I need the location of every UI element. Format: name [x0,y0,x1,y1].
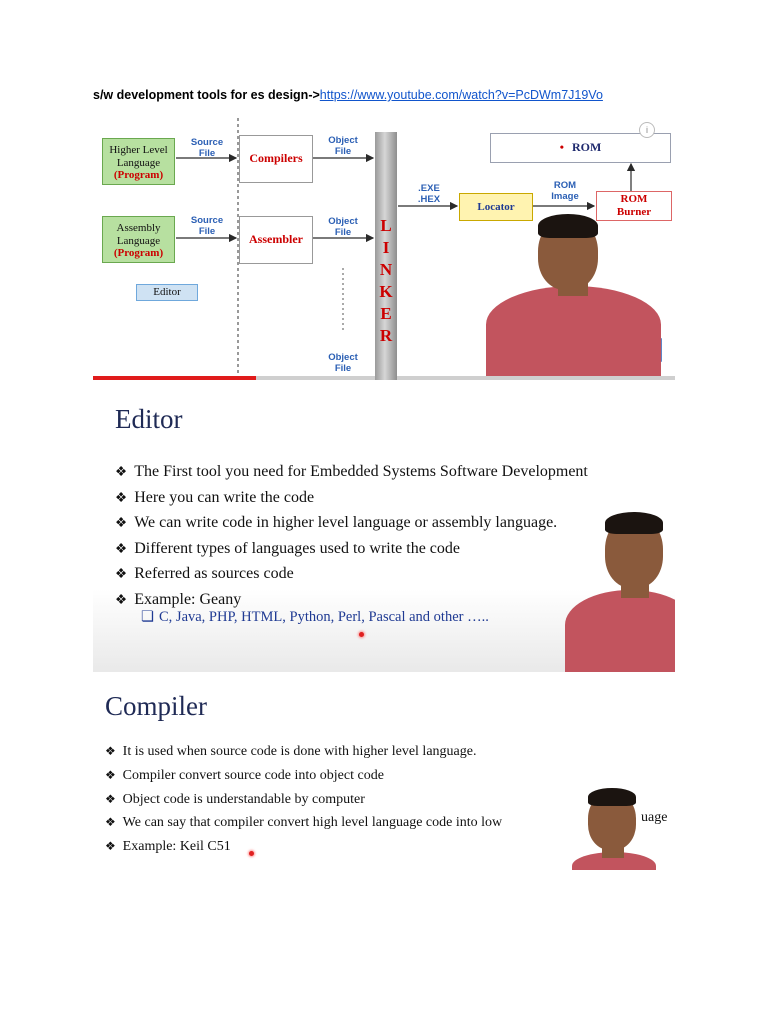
slide-title-editor: Editor [115,404,183,434]
list-item: ❖ It is used when source code is done with higher level language. [105,740,502,764]
higher-level-language-box: Higher Level Language (Program) [102,138,175,185]
rom-box: • ROM [490,133,671,163]
diagram-screenshot [93,118,675,380]
info-icon[interactable]: i [639,122,655,138]
object-file-label-3: Object File [328,352,358,375]
language-examples: ❏ C, Java, PHP, HTML, Python, Perl, Pascal and other ….. [141,609,489,626]
editor-box: Editor [136,284,198,301]
linker-letter: N [379,260,393,279]
list-item: ❖ Here you can write the code [115,485,588,511]
editor-bullets [115,459,588,613]
laser-pointer-dot [359,632,364,637]
assembler-box: Assembler [239,216,313,264]
compilers-box: Compilers [239,135,313,183]
presenter-figure [568,786,656,870]
linker-letter: R [379,326,393,345]
object-file-label-1: Object File [328,135,358,158]
compiler-slide [93,686,675,870]
list-item: ❖ Example: Geany [115,587,588,613]
locator-box: Locator [459,193,533,221]
list-item: ❖ Example: Keil C51 [105,835,502,859]
list-item: ❖ Compiler convert source code into object code [105,764,502,788]
compiler-bullets [105,740,502,859]
rom-burner-box: ROM Burner [596,191,672,221]
editor-slide [93,396,675,672]
heading-text: s/w development tools for es design-> [93,88,320,102]
list-item: ❖ Different types of languages used to write the code [115,536,588,562]
laser-pointer-dot [249,851,254,856]
youtube-link[interactable]: https://www.youtube.com/watch?v=PcDWm7J19Vo [319,88,603,102]
object-file-label-2: Object File [328,216,358,239]
list-item: ❖ The First tool you need for Embedded Systems Software Development [115,459,588,485]
list-item: ❖ Object code is understandable by computer [105,788,502,812]
slide-title-compiler: Compiler [105,691,207,721]
presenter-figure [478,208,675,376]
list-item: ❖ Referred as sources code [115,561,588,587]
source-file-label-1: Source File [190,137,224,160]
rom-image-label: ROM Image [551,180,579,203]
list-item: ❖ We can say that compiler convert high level language code into low [105,811,502,835]
list-item: ❖ We can write code in higher level language or assembly language. [115,510,588,536]
linker-letter: E [380,304,392,323]
document-heading [93,88,603,102]
trailing-text-fragment: uage [641,810,668,825]
linker-bar [375,132,397,380]
linker-letter: L [380,216,392,235]
linker-letter: I [382,238,390,257]
exe-hex-label: .EXE .HEX [417,183,441,206]
assembly-language-box: Assembly Language (Program) [102,216,175,263]
presenter-figure [561,510,675,672]
linker-letter: K [379,282,393,301]
progress-fill [93,376,256,380]
source-file-label-2: Source File [190,215,224,238]
rom-bullet: • [559,140,564,155]
